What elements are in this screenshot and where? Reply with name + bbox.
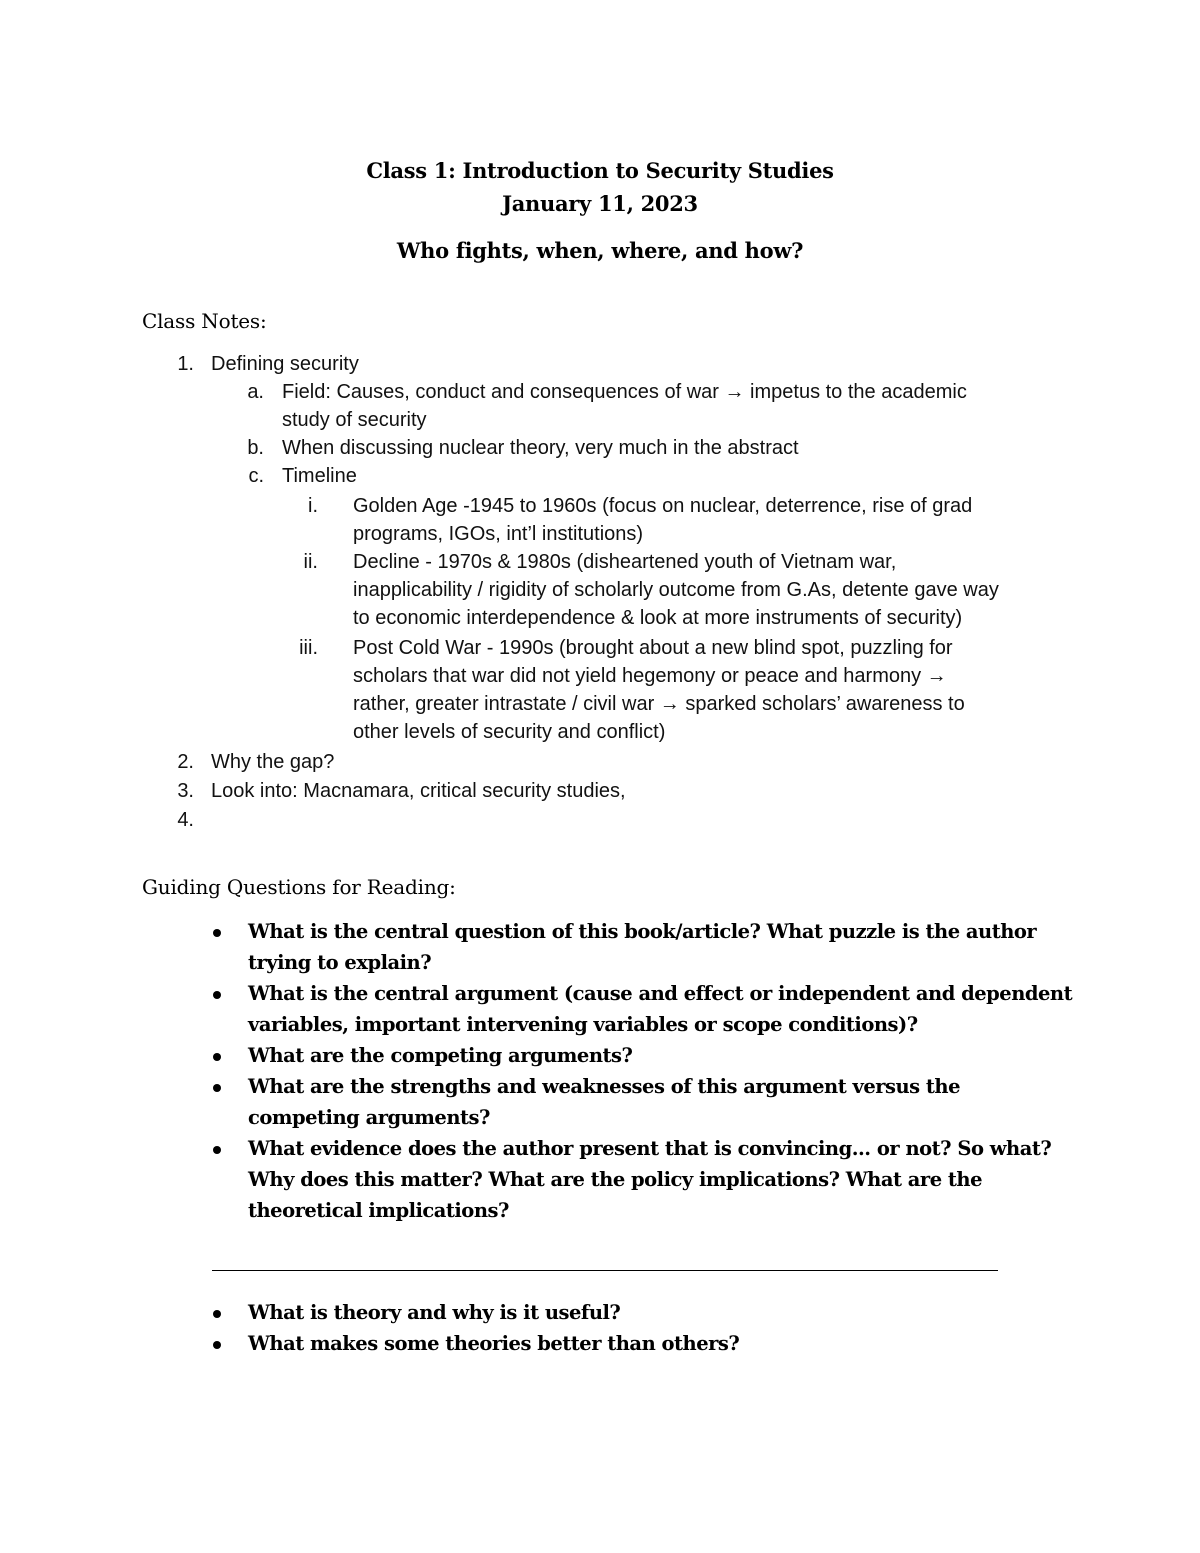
bullet-icon: [213, 1053, 221, 1061]
document-title: Class 1: Introduction to Security Studies: [366, 158, 834, 183]
document-date: January 11, 2023: [502, 191, 698, 216]
list-item-text: Timeline: [282, 465, 357, 487]
question-line: What is the central argument (cause and effect or independent and dependent: [248, 982, 1073, 1005]
list-marker: i.: [308, 495, 318, 517]
list-marker: 4.: [177, 809, 194, 831]
list-marker: iii.: [299, 637, 318, 659]
list-item-text: inapplicability / rigidity of scholarly outcome from G.As, detente gave way: [353, 579, 999, 601]
bullet-icon: [213, 1310, 221, 1318]
bullet-icon: [213, 1084, 221, 1092]
question-text: [248, 1133, 1088, 1226]
question-line: What are the competing arguments?: [248, 1044, 633, 1067]
list-item-text: Why the gap?: [211, 751, 335, 773]
list-item-text: Defining security: [211, 353, 359, 375]
list-item-text: rather, greater intrastate / civil war → sparked scholars’ awareness to: [353, 693, 965, 715]
list-marker: 3.: [177, 780, 194, 802]
question-line: What makes some theories better than others?: [248, 1332, 740, 1355]
question-text: [248, 916, 1088, 978]
question-line: theoretical implications?: [248, 1199, 509, 1222]
question-line: Why does this matter? What are the policy implications? What are the: [248, 1168, 982, 1191]
document-subtitle: Who fights, when, where, and how?: [396, 238, 804, 263]
bullet-icon: [213, 1341, 221, 1349]
bullet-icon: [213, 929, 221, 937]
question-line: trying to explain?: [248, 951, 432, 974]
list-item-text: Post Cold War - 1990s (brought about a new blind spot, puzzling for: [353, 637, 953, 659]
list-item-text: Golden Age -1945 to 1960s (focus on nuclear, deterrence, rise of grad: [353, 495, 973, 517]
class-notes-label: Class Notes:: [142, 309, 267, 333]
list-item-text: to economic interdependence & look at more instruments of security): [353, 607, 963, 629]
list-item-text: programs, IGOs, int’l institutions): [353, 523, 644, 545]
list-item-text: other levels of security and conflict): [353, 721, 666, 743]
guiding-questions-label: Guiding Questions for Reading:: [142, 875, 456, 899]
question-line: variables, important intervening variables or scope conditions)?: [248, 1013, 918, 1036]
list-item-text: Field: Causes, conduct and consequences of war → impetus to the academic: [282, 381, 967, 403]
question-text: [248, 978, 1088, 1040]
bullet-icon: [213, 1146, 221, 1154]
list-item-text: Decline - 1970s & 1980s (disheartened youth of Vietnam war,: [353, 551, 897, 573]
question-line: What are the strengths and weaknesses of this argument versus the: [248, 1075, 961, 1098]
list-item-text: Look into: Macnamara, critical security studies,: [211, 780, 626, 802]
list-marker: a.: [247, 381, 264, 403]
list-marker: b.: [247, 437, 264, 459]
question-line: What is the central question of this book/article? What puzzle is the author: [248, 920, 1037, 943]
question-text: [248, 1071, 1088, 1133]
list-item-text: When discussing nuclear theory, very much in the abstract: [282, 437, 799, 459]
question-line: What evidence does the author present that is convincing... or not? So what?: [248, 1137, 1052, 1160]
list-marker: c.: [248, 465, 264, 487]
question-text: [248, 1328, 1088, 1359]
list-marker: 1.: [177, 353, 194, 375]
question-line: competing arguments?: [248, 1106, 490, 1129]
horizontal-rule: [212, 1270, 998, 1271]
list-item-text: scholars that war did not yield hegemony or peace and harmony →: [353, 665, 947, 687]
question-line: What is theory and why is it useful?: [248, 1301, 621, 1324]
list-marker: ii.: [303, 551, 318, 573]
bullet-icon: [213, 991, 221, 999]
list-item-text: study of security: [282, 409, 427, 431]
list-marker: 2.: [177, 751, 194, 773]
question-text: [248, 1040, 1088, 1071]
question-text: [248, 1297, 1088, 1328]
